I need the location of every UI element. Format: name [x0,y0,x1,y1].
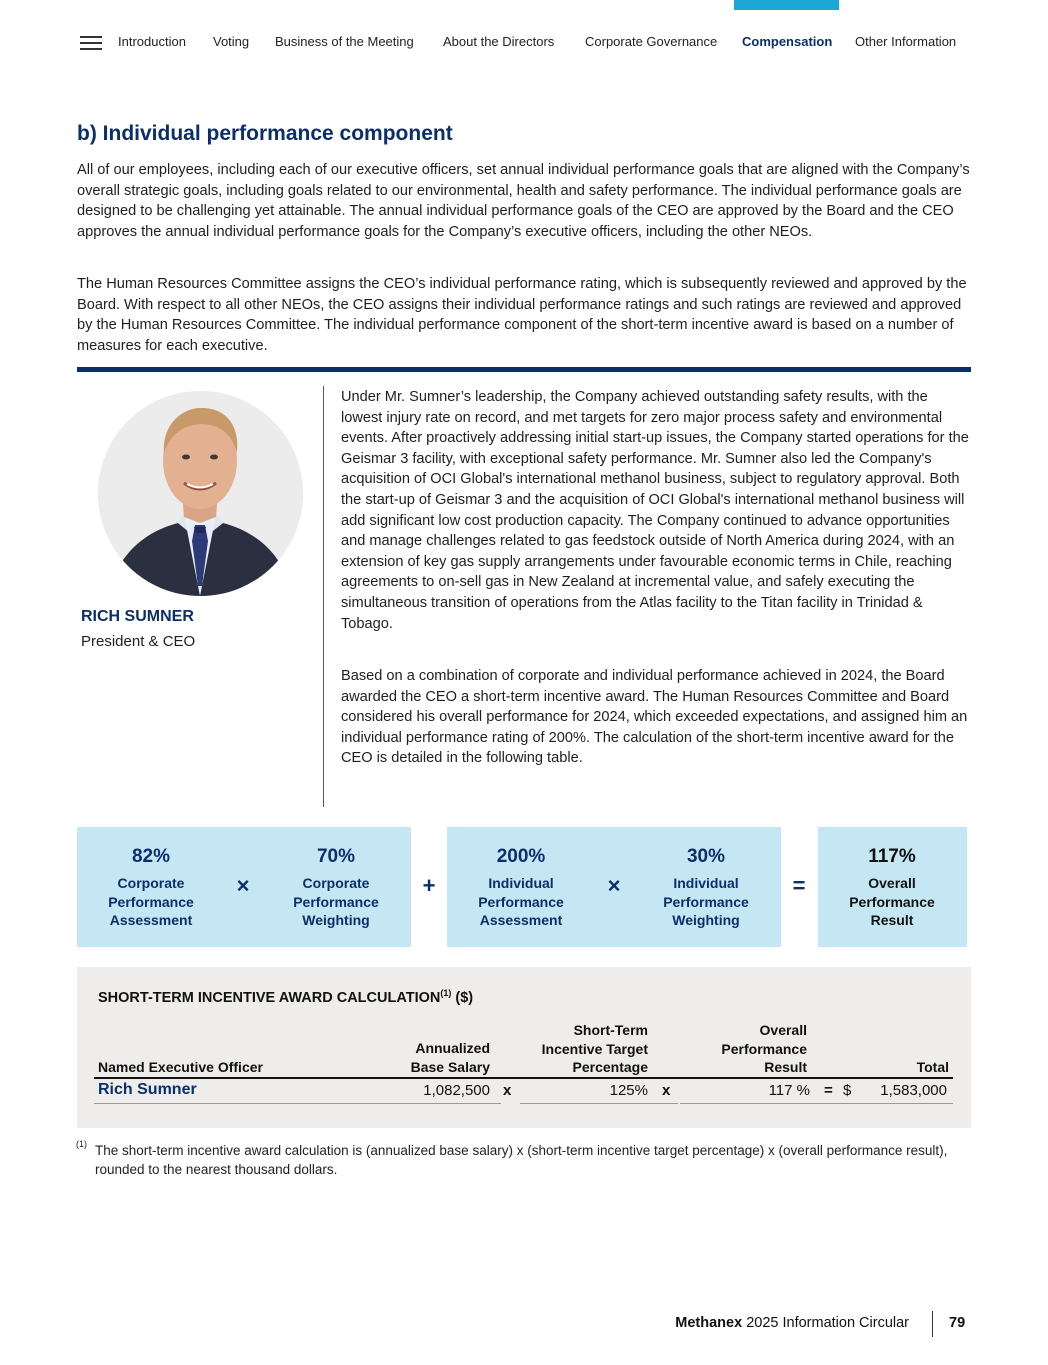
row-rule [680,1103,953,1104]
formula-label: Individual [673,875,739,891]
active-tab-indicator [734,0,839,10]
nav-item-corporate-governance[interactable]: Corporate Governance [585,34,718,49]
header-line: Annualized [415,1040,490,1056]
nav-item-about-the-directors[interactable]: About the Directors [443,34,555,49]
footnote-reference: (1) [440,988,452,998]
formula-label: Corporate [117,875,185,891]
vertical-divider [323,386,324,807]
formula-value: 82% [131,846,171,867]
header-line: Result [764,1059,807,1075]
row-equals-operator: = [824,1082,833,1099]
formula-label: Assessment [109,912,193,928]
ceo-portrait-image [98,391,303,596]
formula-value: 117% [868,846,916,867]
footer-document-title [675,1315,909,1331]
header-annualized-base-salary [390,1039,490,1076]
formula-label: Weighting [672,912,740,928]
formula-value: 200% [496,846,546,867]
row-multiply-operator: x [503,1082,512,1099]
row-total: 1,583,000 [880,1082,947,1099]
nav-item-voting[interactable]: Voting [213,34,250,49]
header-total: Total [916,1059,949,1075]
formula-value: 30% [686,846,726,867]
header-incentive-target-percentage [508,1021,648,1077]
row-rule [94,1103,501,1104]
plus-operator: + [422,873,436,898]
formula-label: Individual [488,875,554,891]
top-navigation [0,0,1048,70]
row-rule [520,1103,678,1104]
formula-label: Performance [849,893,935,910]
formula-label: Performance [663,893,749,910]
footnote-text: The short-term incentive award calculation is (annualized base salary) x (short-term incentive target percentage) x (overall performance result), rounded to the nearest thousand dollars. [95,1143,948,1177]
formula-value: 70% [316,846,356,867]
nav-item-business-of-the-meeting[interactable]: Business of the Meeting [275,34,414,49]
formula-individual-assessment [446,846,596,930]
nav-item-other-information[interactable]: Other Information [855,34,957,49]
formula-label: Performance [108,893,194,910]
row-executive-name: Rich Sumner [98,1081,197,1098]
row-currency-symbol: $ [843,1082,852,1099]
header-overall-performance-result [687,1021,807,1077]
intro-paragraph-2: The Human Resources Committee assigns the CEO’s individual performance rating, which is subsequently reviewed and approved by the Board. With respect to all other NEOs, the CEO assigns their individual performance ratings and such ratings are reviewed and approved by the Human Resources Committee. The individual performance component of the short-term incentive award is based on a number of measures for each executive. [77,276,967,354]
intro-paragraph-1: All of our employees, including each of our executive officers, set annual individual performance goals that are aligned with the Company’s overall strategic goals, including goals related to our environmental, health and safety performance. The individual performance goals are designed to be challenging yet attainable. The annual individual performance goals of the CEO are approved by the Board and the CEO approves the annual individual performance goals for the Company’s executive officers, including the other NEOs. [77,162,970,240]
page-number: 79 [949,1315,966,1331]
multiply-operator: × [236,873,250,898]
hamburger-menu-icon[interactable] [80,36,102,50]
formula-individual-weighting [631,846,781,930]
row-overall-result: 117 % [768,1082,810,1099]
nav-item-compensation[interactable]: Compensation [742,34,833,49]
calculation-unit: ($) [451,989,474,1006]
footer-divider [932,1311,933,1337]
footer-document-name: 2025 Information Circular [742,1315,909,1331]
header-line: Percentage [572,1059,648,1075]
formula-corporate-weighting [261,846,411,930]
footer-brand: Methanex [675,1315,743,1331]
header-line: Short-Term [573,1022,648,1038]
calculation-table-title [98,988,473,1006]
executive-title: President & CEO [81,633,196,650]
ceo-performance-paragraph-2: Based on a combination of corporate and individual performance achieved in 2024, the Board awarded the CEO a short-term incentive award. The Human Resources Committee and Board considered his overall performance for 2024, which exceeded expectations, and assigned him an individual performance rating of 200%. The calculation of the short-term incentive award for the CEO is detailed in the following table. [341,668,968,767]
formula-overall-result [817,846,967,930]
row-multiply-operator: x [662,1082,671,1099]
header-named-executive-officer: Named Executive Officer [98,1059,263,1075]
header-line: Overall [759,1022,807,1038]
header-line: Base Salary [410,1058,490,1075]
equals-operator: = [792,873,806,898]
table-header-rule [94,1077,953,1079]
row-target-percentage: 125% [609,1082,648,1099]
ceo-performance-paragraph-1: Under Mr. Sumner’s leadership, the Company achieved outstanding safety results, with the lowest injury rate on record, and met targets for zero major process safety and environmental events. After proactively addressing initial start-up issues, the Company started operations for the Geismar 3 facility, with exceptional safety performance. Mr. Sumner also led the Company's acquisition of OCI Global's international methanol business, subject to regulatory approval. Both the start-up of Geismar 3 and the acquisition of OCI Global's international methanol business will add significant low cost production capacity. The Company continued to advance opportunities and manage challenges related to gas feedstock outside of North America during 2024, with an extension of key gas supply arrangements under favourable economic terms in Chile, reaching agreements to on-sell gas in New Zealand at incremental value, and safely executing the simultaneous transition of operations from the Atlas facility to the Titan facility in Trinidad & Tobago. [341,389,969,632]
footnote-marker: (1) [76,1139,87,1149]
formula-label: Corporate [302,875,370,891]
section-title: b) Individual performance component [77,122,453,145]
calculation-title-text: SHORT-TERM INCENTIVE AWARD CALCULATION [98,989,441,1006]
formula-label: Weighting [302,912,370,928]
formula-label: Performance [478,893,564,910]
formula-label: Result [870,912,914,928]
row-base-salary: 1,082,500 [423,1082,490,1099]
nav-item-introduction[interactable]: Introduction [118,34,186,49]
formula-label: Overall [868,875,916,891]
section-divider [77,367,971,372]
formula-label: Assessment [479,912,563,928]
executive-name: RICH SUMNER [81,608,194,625]
header-line: Incentive Target [541,1040,648,1057]
header-line: Performance [721,1040,807,1057]
formula-label: Performance [293,893,379,910]
multiply-operator: × [607,873,621,898]
formula-corporate-assessment [76,846,226,930]
